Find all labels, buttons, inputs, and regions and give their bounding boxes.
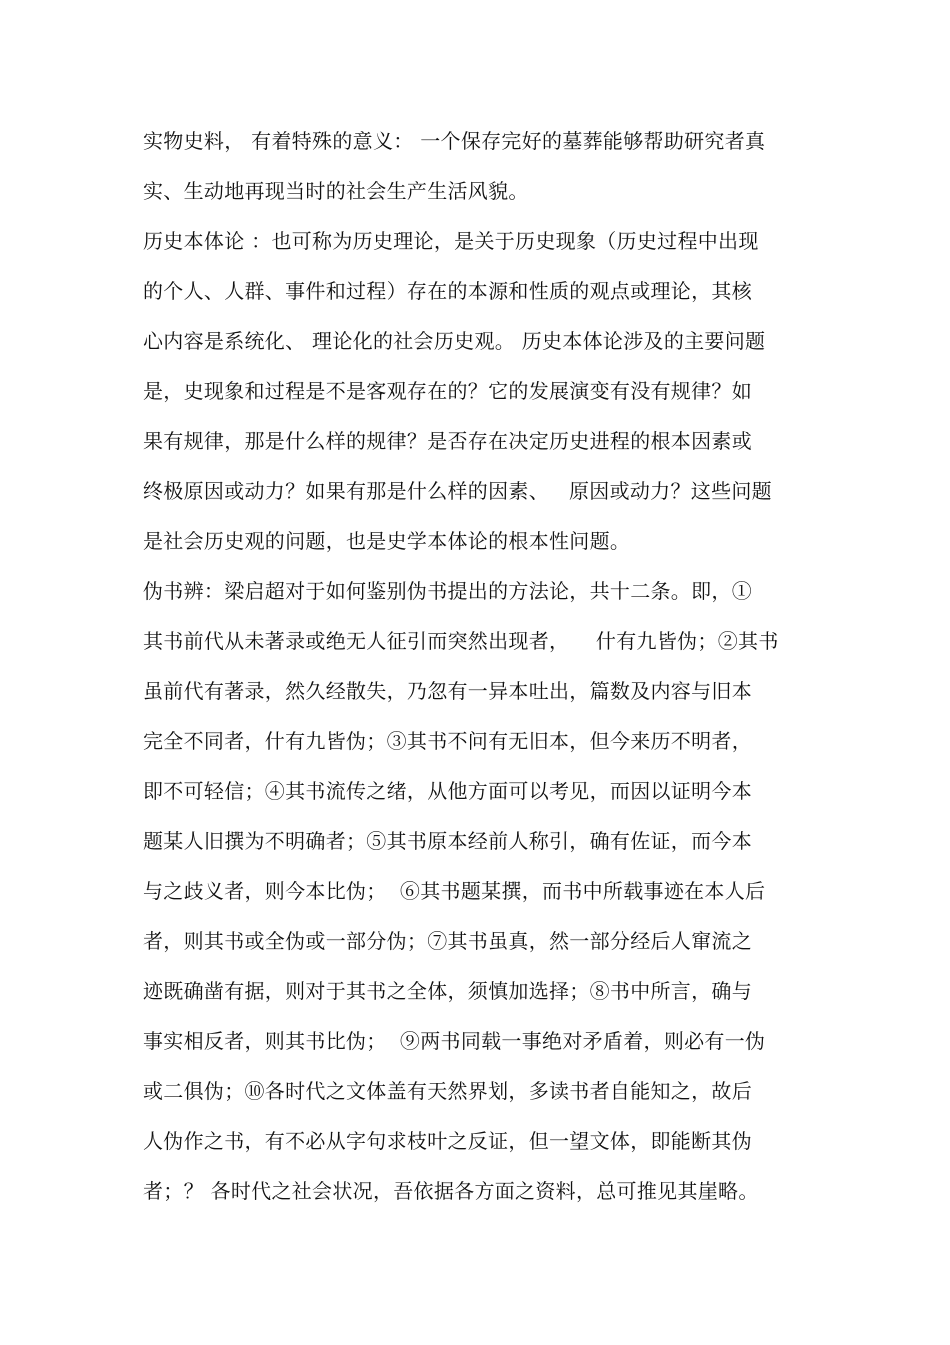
- text-line: 者，则其书或全伪或一部分伪；⑦其书虽真，然一部分经后人窜流之: [143, 929, 752, 953]
- text-line: 事实相反者，则其书比伪； ⑨两书同载一事绝对矛盾着，则必有一伪: [143, 1029, 766, 1053]
- text-line: 迹既确凿有据，则对于其书之全体，须慎加选择；⑧书中所言，确与: [143, 979, 752, 1003]
- text-line: 人伪作之书，有不必从字句求枝叶之反证，但一望文体，即能断其伪: [143, 1129, 752, 1153]
- text-line: 是，史现象和过程是不是客观存在的？它的发展演变有没有规律？如: [143, 379, 752, 403]
- text-line: 实物史料， 有着特殊的意义： 一个保存完好的墓葬能够帮助研究者真: [143, 129, 766, 153]
- text-line: 题某人旧撰为不明确者；⑤其书原本经前人称引，确有佐证，而今本: [143, 829, 752, 853]
- text-line: 实、生动地再现当时的社会生产生活风貌。: [143, 179, 529, 203]
- text-line: 或二俱伪；⑩各时代之文体盖有天然界划，多读书者自能知之，故后: [143, 1079, 752, 1103]
- text-line: 历史本体论 ：也可称为历史理论，是关于历史现象（历史过程中出现: [143, 229, 759, 253]
- text-line: 是社会历史观的问题，也是史学本体论的根本性问题。: [143, 529, 631, 553]
- text-line: 伪书辨：梁启超对于如何鉴别伪书提出的方法论，共十二条。即，①: [143, 579, 752, 603]
- text-line: 即不可轻信；④其书流传之绪，从他方面可以考见，而因以证明今本: [143, 779, 752, 803]
- text-line: 的个人、人群、事件和过程）存在的本源和性质的观点或理论，其核: [143, 279, 752, 303]
- text-line: 虽前代有著录，然久经散失，乃忽有一异本吐出，篇数及内容与旧本: [143, 679, 752, 703]
- text-line: 其书前代从未著录或绝无人征引而突然出现者， 什有九皆伪；②其书: [143, 629, 779, 653]
- text-line: 终极原因或动力？如果有那是什么样的因素、 原因或动力？这些问题: [143, 479, 772, 503]
- text-line: 者；？ 各时代之社会状况，吾依据各方面之资料，总可推见其崖略。: [143, 1179, 759, 1203]
- text-line: 完全不同者，什有九皆伪；③其书不问有无旧本，但今来历不明者，: [143, 729, 752, 753]
- text-line: 心内容是系统化、 理论化的社会历史观。 历史本体论涉及的主要问题: [143, 329, 766, 353]
- text-line: 与之歧义者，则今本比伪； ⑥其书题某撰，而书中所载事迹在本人后: [143, 879, 766, 903]
- text-line: 果有规律，那是什么样的规律？是否存在决定历史进程的根本因素或: [143, 429, 752, 453]
